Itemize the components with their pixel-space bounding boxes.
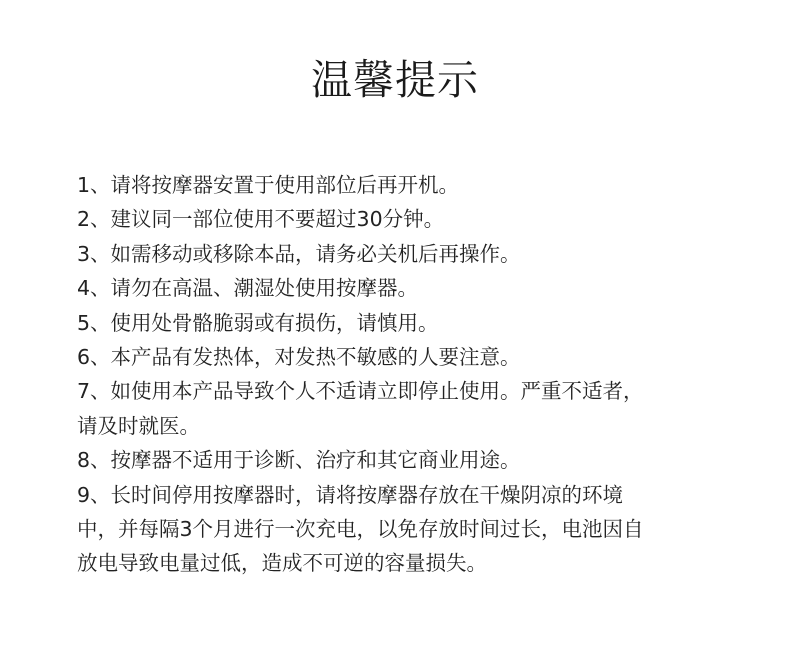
tips-list	[77, 168, 717, 581]
tip-line-1: 1、请将按摩器安置于使用部位后再开机。	[77, 173, 460, 197]
tip-line-2: 2、建议同一部位使用不要超过30分钟。	[77, 207, 445, 232]
tip-line-9: 9、长时间停用按摩器时，请将按摩器存放在干燥阴凉的环境	[77, 482, 624, 507]
tip-line-8: 8、按摩器不适用于诊断、治疗和其它商业用途。	[77, 448, 521, 473]
tip-line-7: 7、如使用本产品导致个人不适请立即停止使用。严重不适者，	[77, 379, 644, 404]
tip-line-9-cont-2: 放电导致电量过低，造成不可逆的容量损失。	[77, 551, 487, 576]
tip-line-3: 3、如需移动或移除本品，请务必关机后再操作。	[77, 241, 521, 266]
tip-line-5: 5、使用处骨骼脆弱或有损伤，请慎用。	[77, 310, 439, 335]
tip-line-4: 4、请勿在高温、潮湿处使用按摩器。	[77, 276, 419, 301]
tip-line-9-cont-1: 中，并每隔3个月进行一次充电，以免存放时间过长，电池因自	[77, 517, 644, 542]
page-title: 温馨提示	[311, 56, 479, 104]
tip-line-7-cont: 请及时就医。	[77, 413, 200, 438]
tip-line-6: 6、本产品有发热体，对发热不敏感的人要注意。	[77, 345, 521, 370]
